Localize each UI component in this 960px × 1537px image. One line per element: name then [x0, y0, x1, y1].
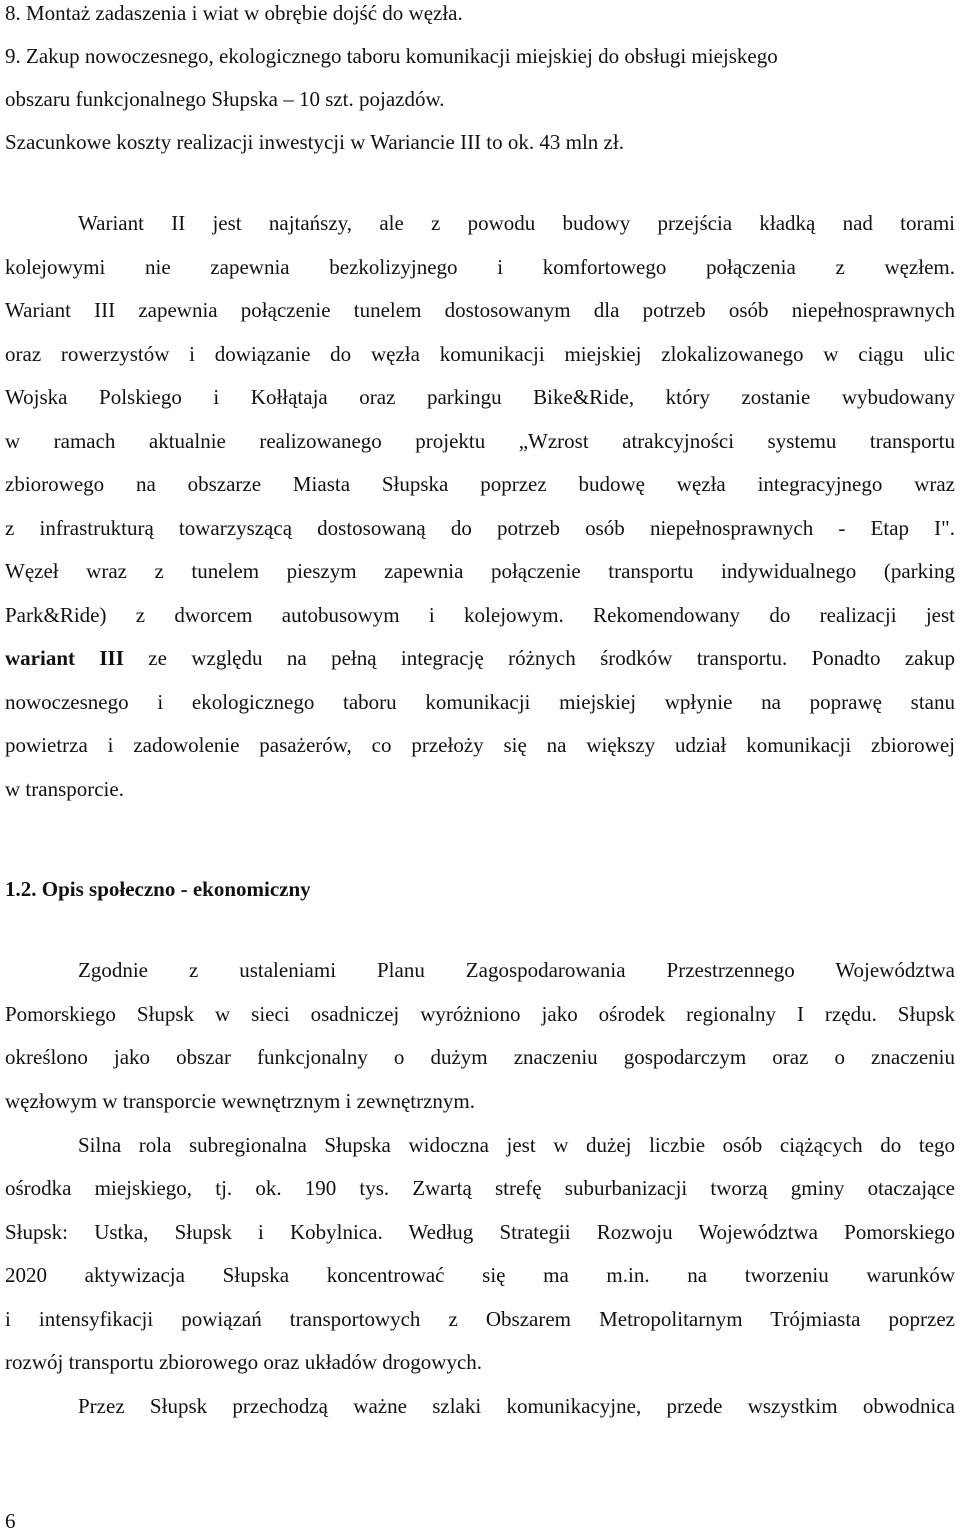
para1-line5: Wojska Polskiego i Kołłątaja oraz parkingu Bike&Ride, który zostanie wybudowany — [5, 385, 955, 409]
para1-line2: kolejowymi nie zapewnia bezkolizyjnego i komfortowego połączenia z węzłem. — [5, 255, 955, 279]
para3-line2: ośrodka miejskiego, tj. ok. 190 tys. Zwartą strefę suburbanizacji tworzą gminy otaczające — [5, 1176, 955, 1200]
para4-line1: Przez Słupsk przechodzą ważne szlaki komunikacyjne, przede wszystkim obwodnica — [78, 1394, 955, 1418]
para2-line3: określono jako obszar funkcjonalny o dużym znaczeniu gospodarczym oraz o znaczeniu — [5, 1045, 955, 1069]
para1-line11 — [5, 645, 955, 671]
para3-line1: Silna rola subregionalna Słupska widoczna jest w dużej liczbie osób ciążących do tego — [78, 1133, 955, 1157]
para1-line4: oraz rowerzystów i dowiązanie do węzła komunikacji miejskiej zlokalizowanego w ciągu ulic — [5, 342, 955, 366]
para2-line4: węzłowym w transporcie wewnętrznym i zewnętrznym. — [5, 1089, 475, 1113]
recommended-variant: wariant III — [5, 646, 124, 670]
list-item-8: 8. Montaż zadaszenia i wiat w obrębie dojść do węzła. — [5, 1, 463, 25]
section-heading: 1.2. Opis społeczno - ekonomiczny — [5, 877, 311, 901]
para1-line8: z infrastrukturą towarzyszącą dostosowaną do potrzeb osób niepełnosprawnych - Etap I". — [5, 516, 955, 540]
para2-line2: Pomorskiego Słupsk w sieci osadniczej wyróżniono jako ośrodek regionalny I rzędu. Słupsk — [5, 1002, 955, 1026]
para3-line5: i intensyfikacji powiązań transportowych z Obszarem Metropolitarnym Trójmiasta poprzez — [5, 1307, 955, 1331]
para1-line14: w transporcie. — [5, 777, 124, 801]
para1-line13: powietrza i zadowolenie pasażerów, co przełoży się na większy udział komunikacji zbiorowej — [5, 733, 955, 757]
para1-line1: Wariant II jest najtańszy, ale z powodu budowy przejścia kładką nad torami — [78, 211, 955, 235]
para1-line10: Park&Ride) z dworcem autobusowym i kolejowym. Rekomendowany do realizacji jest — [5, 603, 955, 627]
para1-line11-rest: ze względu na pełną integrację różnych środków transportu. Ponadto zakup — [123, 646, 955, 670]
para1-line12: nowoczesnego i ekologicznego taboru komunikacji miejskiej wpłynie na poprawę stanu — [5, 690, 955, 714]
page-number: 6 — [5, 1509, 16, 1533]
para1-line7: zbiorowego na obszarze Miasta Słupska poprzez budowę węzła integracyjnego wraz — [5, 472, 955, 496]
list-item-9-line1: 9. Zakup nowoczesnego, ekologicznego taboru komunikacji miejskiej do obsługi miejskego — [5, 44, 778, 68]
para1-line9: Węzeł wraz z tunelem pieszym zapewnia połączenie transportu indywidualnego (parking — [5, 559, 955, 583]
para3-line3: Słupsk: Ustka, Słupsk i Kobylnica. Według Strategii Rozwoju Województwa Pomorskiego — [5, 1220, 955, 1244]
para1-line6: w ramach aktualnie realizowanego projektu „Wzrost atrakcyjności systemu transportu — [5, 429, 955, 453]
cost-estimate: Szacunkowe koszty realizacji inwestycji w Wariancie III to ok. 43 mln zł. — [5, 130, 624, 154]
para3-line4: 2020 aktywizacja Słupska koncentrować się ma m.in. na tworzeniu warunków — [5, 1263, 955, 1287]
list-item-9-line2: obszaru funkcjonalnego Słupska – 10 szt. pojazdów. — [5, 87, 445, 111]
para2-line1: Zgodnie z ustaleniami Planu Zagospodarowania Przestrzennego Województwa — [78, 958, 955, 982]
para3-line6: rozwój transportu zbiorowego oraz układów drogowych. — [5, 1350, 483, 1374]
para1-line3: Wariant III zapewnia połączenie tunelem dostosowanym dla potrzeb osób niepełnosprawnych — [5, 298, 955, 322]
